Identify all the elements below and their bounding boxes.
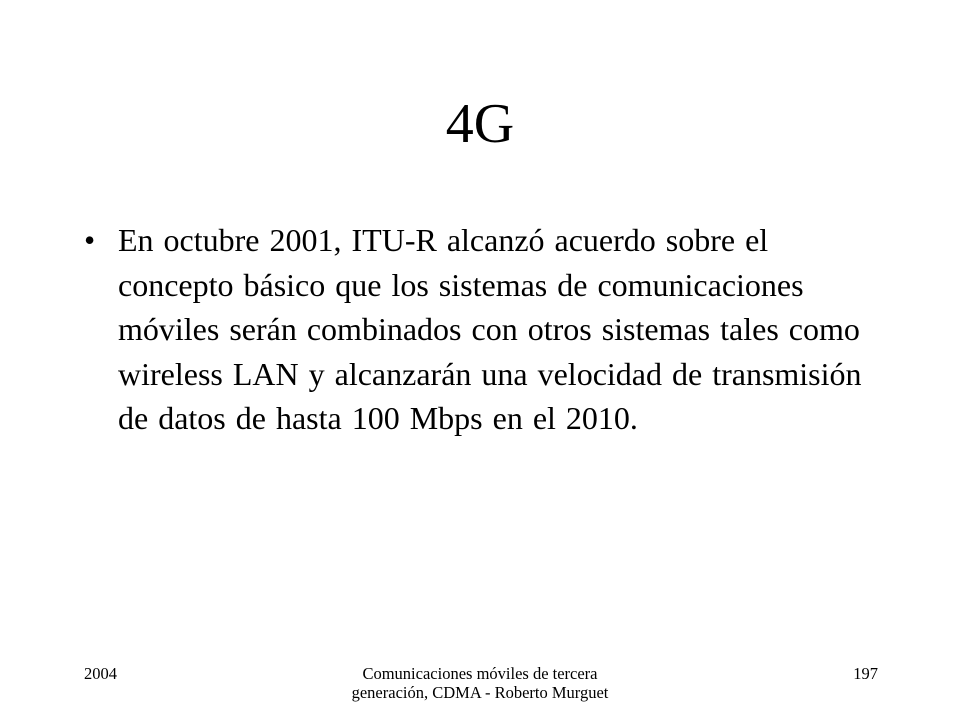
bullet-text: En octubre 2001, ITU-R alcanzó acuerdo sobre el concepto básico que los sistemas de comunicaciones móviles serán combinados con otros sistemas tales como wireless LAN y alcanzarán una velocidad de transmisión de datos de hasta 100 Mbps en el 2010. xyxy=(118,222,862,436)
bullet-marker: • xyxy=(84,222,96,258)
bullet-list xyxy=(84,218,874,441)
footer-title: Comunicaciones móviles de tercera generación, CDMA - Roberto Murguet xyxy=(351,664,609,702)
footer-year: 2004 xyxy=(84,664,117,683)
slide-title: 4G xyxy=(445,93,515,155)
footer-page-number: 197 xyxy=(853,664,878,683)
bullet-item xyxy=(84,218,874,441)
